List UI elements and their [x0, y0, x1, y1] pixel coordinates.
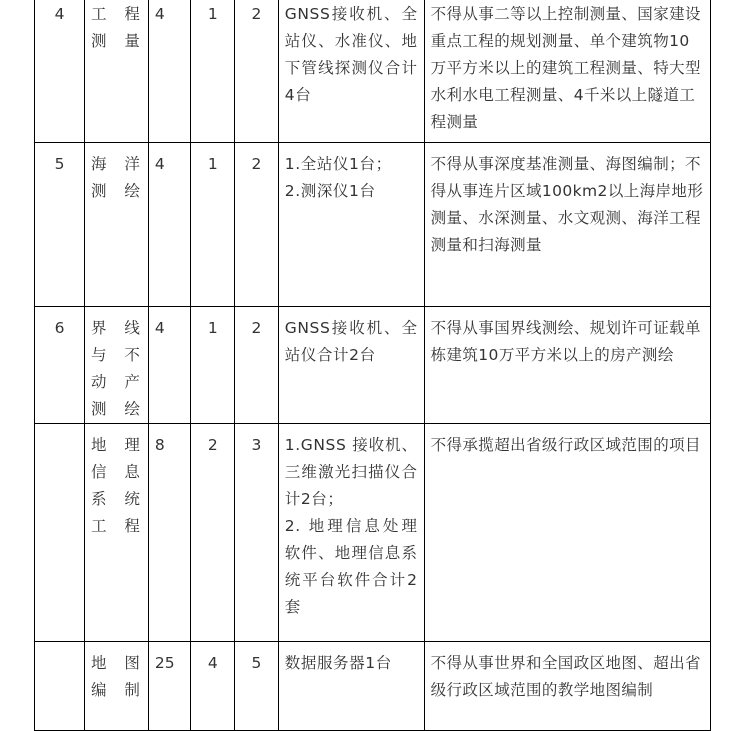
column-a-value: 2 [191, 424, 235, 642]
table-row [35, 307, 711, 424]
business-scope-limit: 不得从事国界线测绘、规划许可证载单栋建筑10万平方米以上的房产测绘 [424, 307, 710, 424]
column-a-value: 4 [191, 642, 235, 731]
specialty-name: 地理信息系统工程 [85, 424, 149, 642]
staff-count: 4 [148, 0, 191, 143]
table-row [35, 0, 711, 143]
business-scope-limit: 不得承揽超出省级行政区域范围的项目 [424, 424, 710, 642]
specialty-name: 海洋测绘 [85, 143, 149, 307]
staff-count: 8 [148, 424, 191, 642]
qualification-table [34, 0, 711, 731]
table-row [35, 424, 711, 642]
row-number: 5 [35, 143, 85, 307]
equipment-requirement: GNSS接收机、全站仪、水准仪、地下管线探测仪合计4台 [278, 0, 424, 143]
business-scope-limit: 不得从事深度基准测量、海图编制；不得从事连片区域100km2以上海岸地形测量、水深测量、水文观测、海洋工程测量和扫海测量 [424, 143, 710, 307]
staff-count: 25 [148, 642, 191, 731]
column-b-value: 2 [235, 143, 279, 307]
equipment-requirement: 1.全站仪1台； 2.测深仪1台 [278, 143, 424, 307]
row-number [35, 424, 85, 642]
column-b-value: 3 [235, 424, 279, 642]
specialty-name: 工程测量 [85, 0, 149, 143]
column-a-value: 1 [191, 0, 235, 143]
column-b-value: 5 [235, 642, 279, 731]
table-row [35, 143, 711, 307]
equipment-requirement: GNSS接收机、全站仪合计2台 [278, 307, 424, 424]
specialty-name: 界线与不动产测绘 [85, 307, 149, 424]
specialty-name: 地图编制 [85, 642, 149, 731]
column-b-value: 2 [235, 0, 279, 143]
column-b-value: 2 [235, 307, 279, 424]
equipment-requirement: 数据服务器1台 [278, 642, 424, 731]
row-number: 4 [35, 0, 85, 143]
column-a-value: 1 [191, 307, 235, 424]
staff-count: 4 [148, 143, 191, 307]
business-scope-limit: 不得从事二等以上控制测量、国家建设重点工程的规划测量、单个建筑物10万平方米以上的建筑工程测量、特大型水利水电工程测量、4千米以上隧道工程测量 [424, 0, 710, 143]
table-row [35, 642, 711, 731]
column-a-value: 1 [191, 143, 235, 307]
row-number [35, 642, 85, 731]
row-number: 6 [35, 307, 85, 424]
equipment-requirement: 1.GNSS 接收机、三维激光扫描仪合计2台； 2. 地理信息处理软件、地理信息系统平台软件合计2套 [278, 424, 424, 642]
staff-count: 4 [148, 307, 191, 424]
business-scope-limit: 不得从事世界和全国政区地图、超出省级行政区域范围的教学地图编制 [424, 642, 710, 731]
